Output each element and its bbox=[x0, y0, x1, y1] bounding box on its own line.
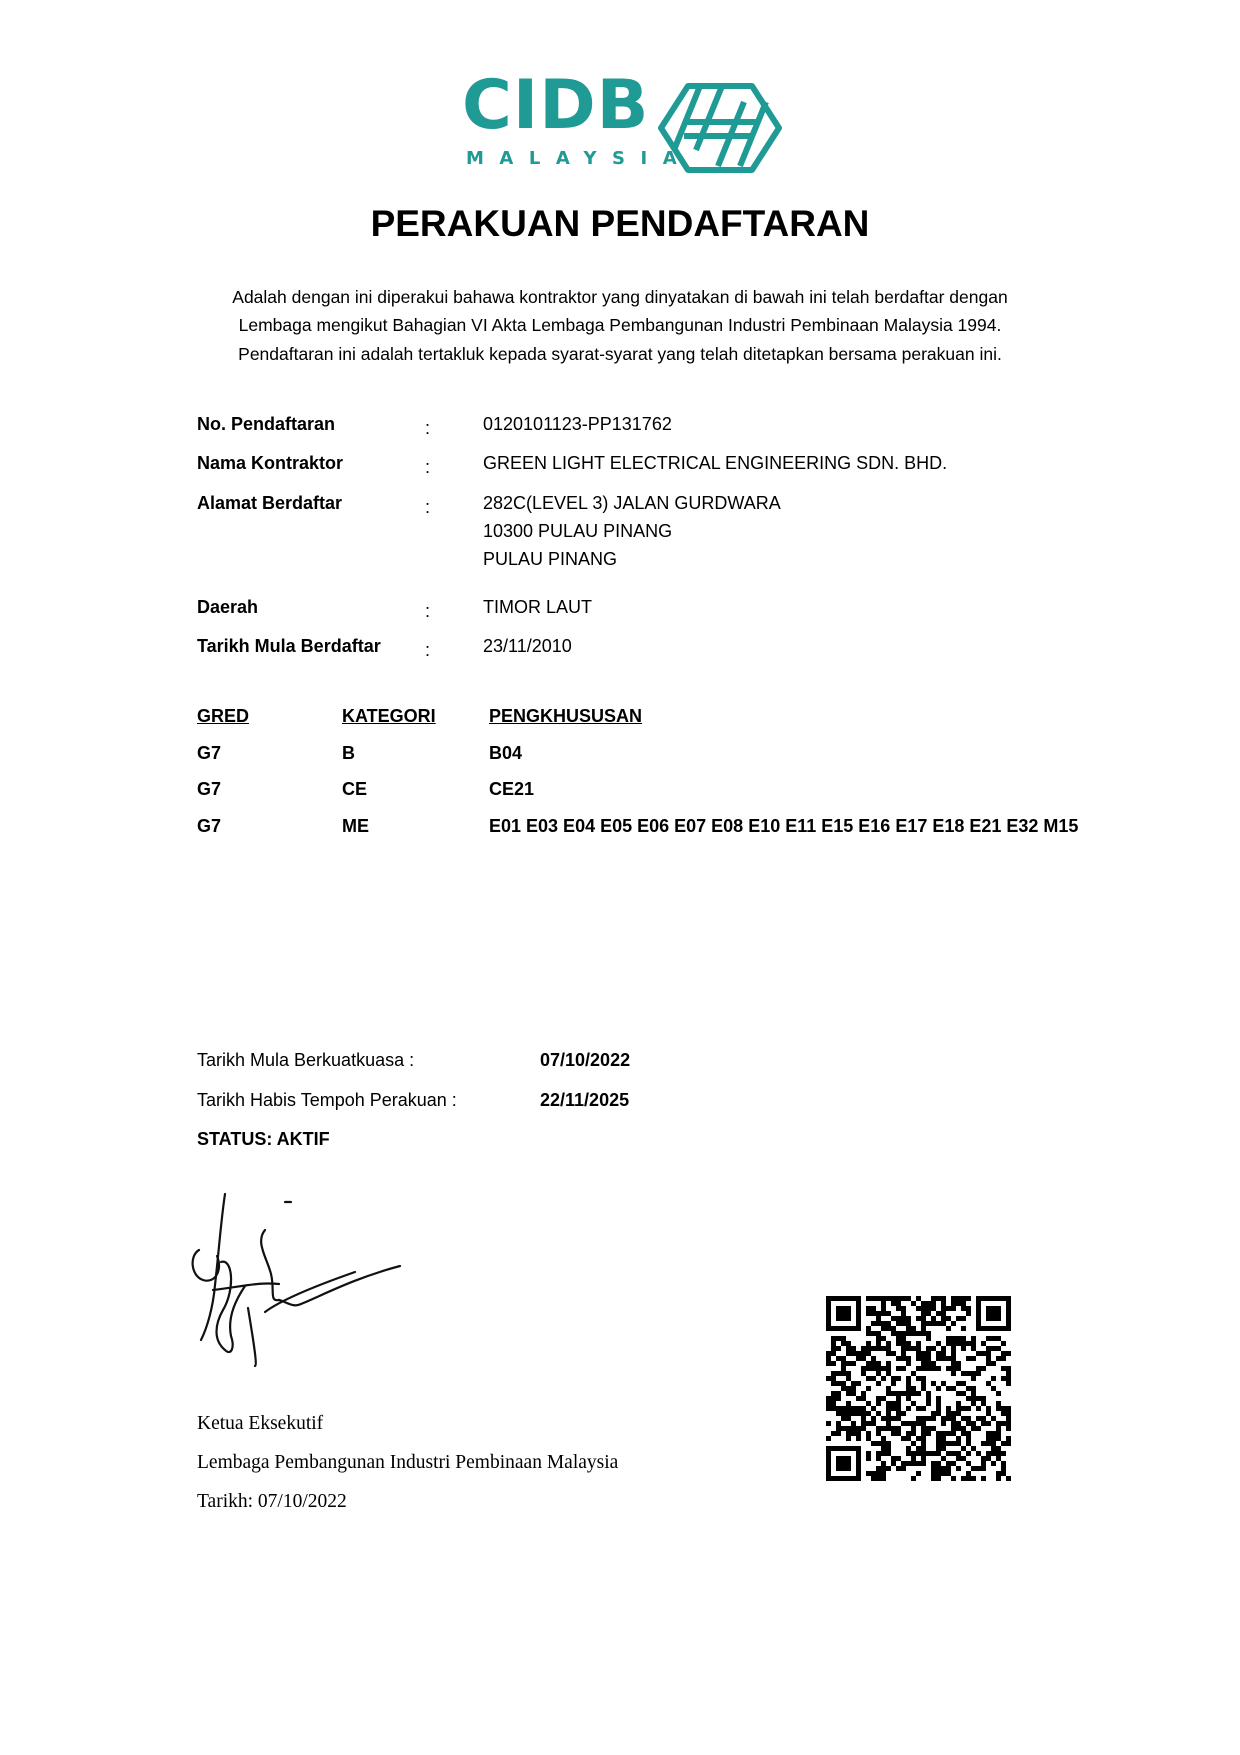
status-badge: STATUS: AKTIF bbox=[197, 1129, 330, 1149]
address-line-2: 10300 PULAU PINANG bbox=[483, 521, 673, 541]
intro-line-2: Lembaga mengikut Bahagian VI Akta Lembaga Pembangunan Industri Pembinaan Malaysia 1994. bbox=[238, 315, 1002, 335]
signatory-title: Ketua Eksekutif bbox=[197, 1413, 324, 1434]
cell-pengkhususan: E01 E03 E04 E05 E06 E07 E08 E10 E11 E15 E16 E17 E18 E21 E32 M15 bbox=[489, 816, 1079, 836]
value-no-pendaftaran: 0120101123-PP131762 bbox=[483, 414, 672, 434]
value-daerah: TIMOR LAUT bbox=[483, 597, 593, 617]
cidb-logo bbox=[462, 66, 782, 176]
colon: : bbox=[425, 457, 431, 477]
logo-wordmark: CIDB bbox=[462, 66, 650, 145]
cell-pengkhususan: CE21 bbox=[489, 779, 535, 799]
cell-gred: G7 bbox=[197, 816, 222, 836]
cell-kategori: ME bbox=[342, 816, 369, 836]
label-alamat-berdaftar: Alamat Berdaftar bbox=[197, 493, 343, 513]
intro-line-1: Adalah dengan ini diperakui bahawa kontraktor yang dinyatakan di bawah ini telah berdaftar dengan bbox=[232, 287, 1008, 307]
cell-gred: G7 bbox=[197, 743, 222, 763]
cell-gred: G7 bbox=[197, 779, 222, 799]
colon: : bbox=[425, 601, 431, 621]
header-pengkhususan: PENGKHUSUSAN bbox=[489, 706, 643, 726]
address-line-1: 282C(LEVEL 3) JALAN GURDWARA bbox=[483, 493, 781, 513]
label-tarikh-mula-berdaftar: Tarikh Mula Berdaftar bbox=[197, 636, 381, 656]
page-title: PERAKUAN PENDAFTARAN bbox=[370, 203, 870, 244]
value-tarikh-habis-tempoh: 22/11/2025 bbox=[540, 1090, 630, 1110]
value-nama-kontraktor: GREEN LIGHT ELECTRICAL ENGINEERING SDN. BHD. bbox=[483, 453, 948, 473]
value-tarikh-mula-berkuatkuasa: 07/10/2022 bbox=[540, 1050, 631, 1070]
header-gred: GRED bbox=[197, 706, 250, 726]
cidb-emblem-icon bbox=[658, 80, 783, 176]
qr-code-icon[interactable] bbox=[826, 1296, 1012, 1482]
label-nama-kontraktor: Nama Kontraktor bbox=[197, 453, 344, 473]
header-kategori: KATEGORI bbox=[342, 706, 436, 726]
intro-line-3: Pendaftaran ini adalah tertakluk kepada syarat-syarat yang telah ditetapkan bersama perakuan ini. bbox=[238, 344, 1002, 364]
value-tarikh-mula-berdaftar: 23/11/2010 bbox=[483, 636, 572, 656]
logo-subtitle: MALAYSIA bbox=[466, 148, 693, 169]
address-line-3: PULAU PINANG bbox=[483, 549, 618, 569]
colon: : bbox=[425, 497, 431, 517]
label-tarikh-mula-berkuatkuasa: Tarikh Mula Berkuatkuasa : bbox=[197, 1050, 415, 1070]
label-tarikh-habis-tempoh: Tarikh Habis Tempoh Perakuan : bbox=[197, 1090, 457, 1110]
cell-pengkhususan: B04 bbox=[489, 743, 523, 763]
signatory-organisation: Lembaga Pembangunan Industri Pembinaan Malaysia bbox=[197, 1452, 619, 1473]
cell-kategori: CE bbox=[342, 779, 368, 799]
colon: : bbox=[425, 640, 431, 660]
cell-kategori: B bbox=[342, 743, 355, 763]
signature-image bbox=[185, 1190, 410, 1375]
label-daerah: Daerah bbox=[197, 597, 259, 617]
signatory-date: Tarikh: 07/10/2022 bbox=[197, 1491, 347, 1512]
label-no-pendaftaran: No. Pendaftaran bbox=[197, 414, 336, 434]
colon: : bbox=[425, 418, 431, 438]
